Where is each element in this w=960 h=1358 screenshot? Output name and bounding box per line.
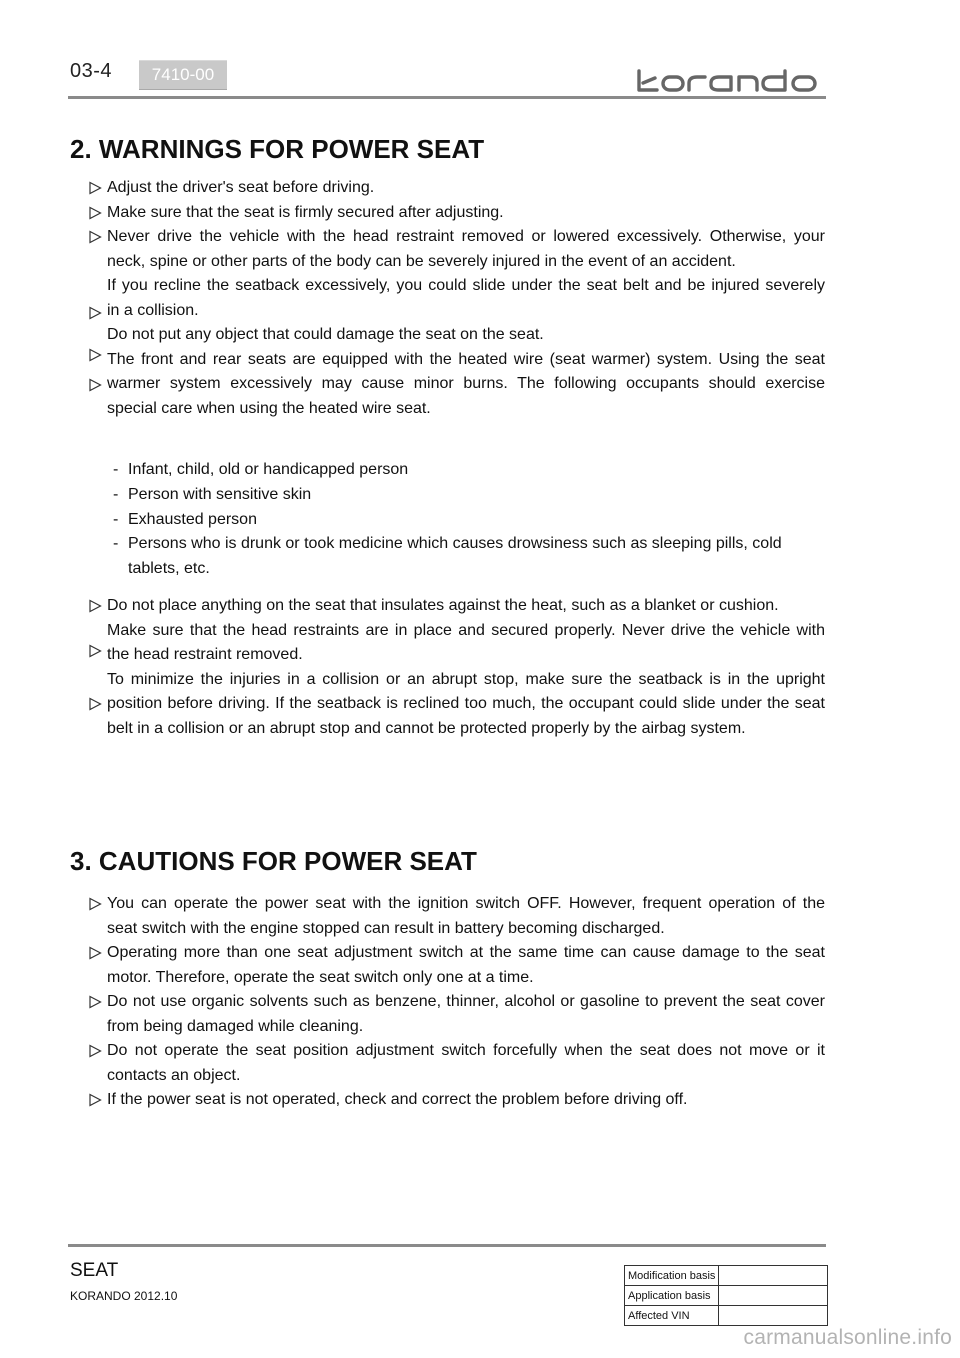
warning-text: If you recline the seatback excessively, you could slide under the seat belt and be injured severely bbox=[107, 277, 825, 294]
affected-vin-label: Affected VIN bbox=[625, 1306, 719, 1326]
warning-text: the head restraint removed. bbox=[107, 646, 303, 663]
warning-text: warmer system excessively may cause minor burns. The following occupants should exercise bbox=[107, 375, 825, 392]
modification-basis-label: Modification basis bbox=[625, 1266, 719, 1286]
table-row bbox=[625, 1306, 828, 1326]
warning-text: Never drive the vehicle with the head restraint removed or lowered excessively. Otherwise, your bbox=[107, 228, 825, 245]
caution-text: motor. Therefore, operate the seat switch only one at a time. bbox=[107, 968, 534, 986]
caution-text: Do not use organic solvents such as benzene, thinner, alcohol or gasoline to prevent the seat cover bbox=[107, 993, 825, 1010]
warning-text: in a collision. bbox=[107, 301, 199, 319]
warning-text: neck, spine or other parts of the body can be severely injured in the event of an accident. bbox=[107, 252, 736, 270]
cautions-heading: 3. CAUTIONS FOR POWER SEAT bbox=[70, 846, 477, 876]
warning-text: Make sure that the head restraints are in place and secured properly. Never drive the vehicle with bbox=[107, 621, 825, 639]
footer-model-date: KORANDO 2012.10 bbox=[70, 1289, 178, 1303]
affected-vin-value bbox=[719, 1306, 828, 1326]
bullet-triangle-icon bbox=[88, 599, 102, 613]
bullet-triangle-icon bbox=[88, 181, 102, 195]
warning-text: special care when using the heated wire seat. bbox=[107, 399, 431, 417]
bullet-triangle-icon bbox=[88, 230, 102, 244]
caution-text: Operating more than one seat adjustment switch at the same time can cause damage to the seat bbox=[107, 944, 825, 961]
sub-list-text: Persons who is drunk or took medicine which causes drowsiness such as sleeping pills, cold bbox=[128, 535, 782, 552]
application-basis-value bbox=[719, 1286, 828, 1306]
warning-text: The front and rear seats are equipped with the heated wire (seat warmer) system. Using the seat bbox=[107, 350, 825, 368]
bullet-triangle-icon bbox=[88, 1093, 102, 1107]
modification-basis-value bbox=[719, 1266, 828, 1286]
revision-basis-table bbox=[624, 1265, 828, 1326]
table-row bbox=[625, 1286, 828, 1306]
caution-text: contacts an object. bbox=[107, 1066, 241, 1084]
warnings-heading: 2. WARNINGS FOR POWER SEAT bbox=[70, 134, 485, 164]
warning-item bbox=[107, 594, 825, 741]
korando-logo bbox=[635, 68, 827, 94]
caution-text: from being damaged while cleaning. bbox=[107, 1017, 364, 1035]
bullet-triangle-icon bbox=[88, 1044, 102, 1058]
caution-text: If the power seat is not operated, check and correct the problem before driving off. bbox=[107, 1091, 688, 1108]
bullet-triangle-icon bbox=[88, 644, 102, 658]
sub-list-text: tablets, etc. bbox=[128, 559, 210, 577]
footer-chapter-title: SEAT bbox=[70, 1260, 119, 1281]
dash-marker: - bbox=[113, 461, 119, 478]
warning-text: belt in a collision or an abrupt stop and cannot be protected properly by the airbag system. bbox=[107, 719, 746, 737]
warning-text: Make sure that the seat is firmly secured after adjusting. bbox=[107, 203, 504, 221]
bullet-triangle-icon bbox=[88, 306, 102, 320]
bullet-triangle-icon bbox=[88, 897, 102, 911]
caution-text: seat switch with the engine stopped can result in battery becoming discharged. bbox=[107, 919, 665, 937]
bullet-triangle-icon bbox=[88, 348, 102, 362]
section-code-badge: 7410-00 bbox=[139, 60, 227, 90]
warning-text: position before driving. If the seatback is reclined too much, the occupant could slide under the seat bbox=[107, 695, 825, 712]
page-number: 03-4 bbox=[70, 60, 113, 82]
footer-rule bbox=[68, 1244, 826, 1247]
bullet-triangle-icon bbox=[88, 206, 102, 220]
watermark-text: carmanualsonline.info bbox=[743, 1326, 952, 1349]
dash-marker: - bbox=[113, 535, 119, 552]
caution-text: Do not operate the seat position adjustment switch forcefully when the seat does not move or it bbox=[107, 1042, 825, 1059]
dash-marker: - bbox=[113, 511, 119, 528]
warning-text: Do not place anything on the seat that insulates against the heat, such as a blanket or cushion. bbox=[107, 597, 779, 614]
caution-item bbox=[107, 892, 825, 1113]
sub-list-item: Infant, child, old or handicapped person bbox=[128, 461, 409, 478]
table-row bbox=[625, 1266, 828, 1286]
warning-text: Adjust the driver's seat before driving. bbox=[107, 179, 375, 196]
application-basis-label: Application basis bbox=[625, 1286, 719, 1306]
warning-item bbox=[107, 176, 825, 421]
header-rule bbox=[68, 96, 826, 99]
bullet-triangle-icon bbox=[88, 946, 102, 960]
sub-list-item bbox=[128, 532, 808, 581]
bullet-triangle-icon bbox=[88, 378, 102, 392]
warning-text: To minimize the injuries in a collision or an abrupt stop, make sure the seatback is in the upright bbox=[107, 670, 825, 688]
warning-text: Do not put any object that could damage the seat on the seat. bbox=[107, 326, 544, 343]
bullet-triangle-icon bbox=[88, 995, 102, 1009]
sub-list-item: Exhausted person bbox=[128, 511, 257, 528]
bullet-triangle-icon bbox=[88, 697, 102, 711]
sub-list-item: Person with sensitive skin bbox=[128, 486, 312, 503]
caution-text: You can operate the power seat with the ignition switch OFF. However, frequent operation of the bbox=[107, 895, 825, 912]
dash-marker: - bbox=[113, 486, 119, 503]
